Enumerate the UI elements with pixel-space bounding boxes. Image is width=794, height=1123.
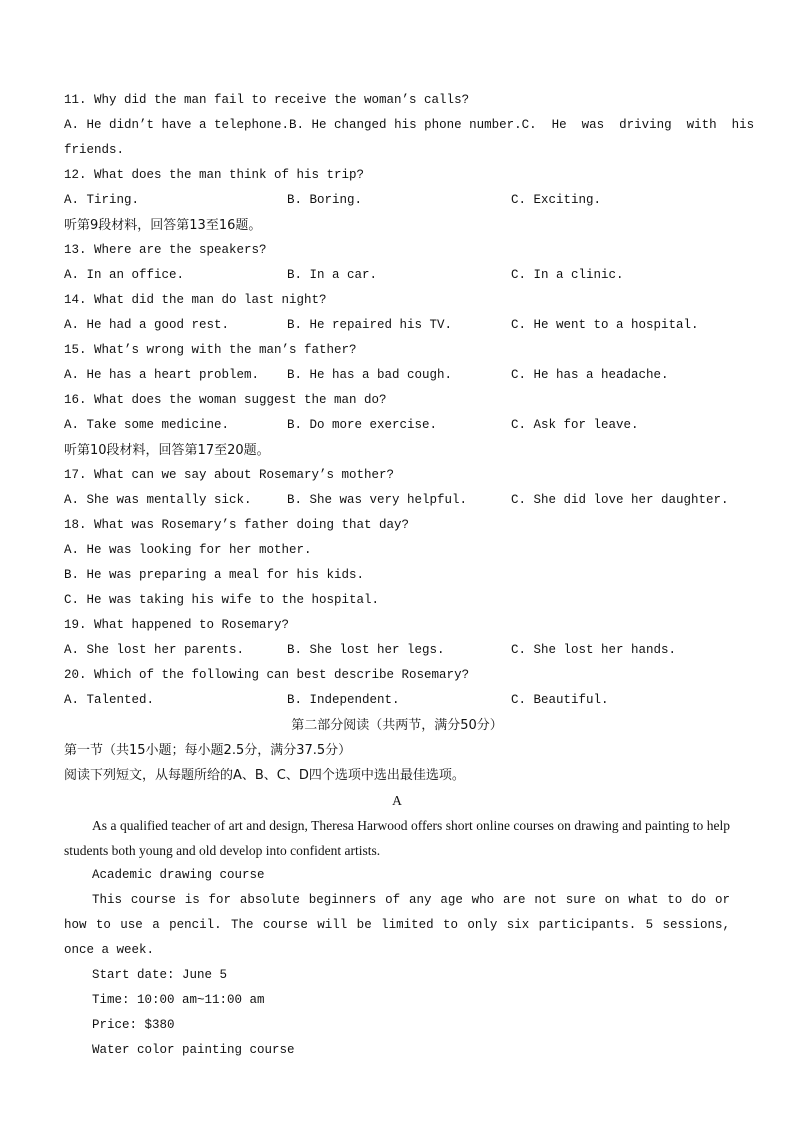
q14-options: [64, 313, 730, 338]
q20-option-b: B. Independent.: [287, 693, 400, 707]
q13-option-b: B. In a car.: [287, 268, 378, 282]
part2-instruction: 阅读下列短文，从每题所给的A、B、C、D四个选项中选出最佳选项。: [64, 768, 465, 783]
q18-question: 18. What was Rosemary’s father doing that day?: [64, 518, 410, 532]
course1-start-date: Start date: June 5: [92, 968, 228, 982]
q12-option-a: A. Tiring.: [64, 193, 140, 207]
q15-option-a: A. He has a heart problem.: [64, 368, 260, 382]
passage-intro: As a qualified teacher of art and design, Theresa Harwood offers short online courses on drawing and painting to help students both young and old develop into confident artists.: [64, 818, 730, 858]
exam-page: [64, 88, 755, 1063]
q15-options: [64, 363, 730, 388]
q20-question: 20. Which of the following can best describe Rosemary?: [64, 668, 470, 682]
q18-option-b: B. He was preparing a meal for his kids.: [64, 568, 365, 582]
q20-option-c: C. Beautiful.: [511, 693, 609, 707]
q14-option-c: C. He went to a hospital.: [511, 318, 699, 332]
q17-question: 17. What can we say about Rosemary’s mother?: [64, 468, 395, 482]
q20-options: [64, 688, 730, 713]
q20-option-a: A. Talented.: [64, 693, 155, 707]
q17-option-b: B. She was very helpful.: [287, 493, 468, 507]
section9-instruction: 听第9段材料，回答第13至16题。: [64, 218, 262, 233]
q14-option-a: A. He had a good rest.: [64, 318, 230, 332]
q16-options: [64, 413, 730, 438]
course1-price: Price: $380: [92, 1018, 175, 1032]
q11-option-c: C. He was driving with his: [521, 118, 755, 132]
q11-option-b: B. He changed his phone number.: [289, 118, 522, 132]
q19-options: [64, 638, 730, 663]
section10-instruction: 听第10段材料，回答第17至20题。: [64, 443, 270, 458]
q17-options: [64, 488, 730, 513]
part2-title: 第二部分阅读（共两节，满分50分）: [291, 718, 503, 733]
q13-option-c: C. In a clinic.: [511, 268, 624, 282]
q17-option-c: C. She did love her daughter.: [511, 493, 729, 507]
q15-question: 15. What’s wrong with the man’s father?: [64, 343, 357, 357]
q18-option-a: A. He was looking for her mother.: [64, 543, 312, 557]
q16-question: 16. What does the woman suggest the man do?: [64, 393, 387, 407]
q17-option-a: A. She was mentally sick.: [64, 493, 252, 507]
q16-option-a: A. Take some medicine.: [64, 418, 230, 432]
q15-option-c: C. He has a headache.: [511, 368, 669, 382]
q19-option-a: A. She lost her parents.: [64, 643, 245, 657]
q12-option-c: C. Exciting.: [511, 193, 602, 207]
q14-question: 14. What did the man do last night?: [64, 293, 327, 307]
q11-option-c-continued: friends.: [64, 143, 125, 157]
q19-option-b: B. She lost her legs.: [287, 643, 445, 657]
q16-option-c: C. Ask for leave.: [511, 418, 639, 432]
course1-title: Academic drawing course: [92, 868, 265, 882]
q19-question: 19. What happened to Rosemary?: [64, 618, 290, 632]
q13-option-a: A. In an office.: [64, 268, 185, 282]
passage-label: A: [392, 793, 402, 808]
q11-option-a: A. He didn’t have a telephone.: [64, 118, 290, 132]
q11-options: [64, 113, 755, 138]
q13-options: [64, 263, 730, 288]
q16-option-b: B. Do more exercise.: [287, 418, 438, 432]
q15-option-b: B. He has a bad cough.: [287, 368, 453, 382]
course2-title: Water color painting course: [92, 1043, 295, 1057]
course1-description: This course is for absolute beginners of any age who are not sure on what to do or how to use a pencil. The course will be limited to only six participants. 5 sessions, once a week.: [64, 893, 730, 957]
q12-option-b: B. Boring.: [287, 193, 363, 207]
q13-question: 13. Where are the speakers?: [64, 243, 267, 257]
q14-option-b: B. He repaired his TV.: [287, 318, 453, 332]
q12-question: 12. What does the man think of his trip?: [64, 168, 365, 182]
q18-option-c: C. He was taking his wife to the hospital.: [64, 593, 380, 607]
q19-option-c: C. She lost her hands.: [511, 643, 677, 657]
q11-question: 11. Why did the man fail to receive the woman’s calls?: [64, 93, 470, 107]
part2-section1-heading: 第一节（共15小题；每小题2.5分，满分37.5分）: [64, 743, 352, 758]
course1-time: Time: 10:00 am~11:00 am: [92, 993, 265, 1007]
q12-options: [64, 188, 730, 213]
